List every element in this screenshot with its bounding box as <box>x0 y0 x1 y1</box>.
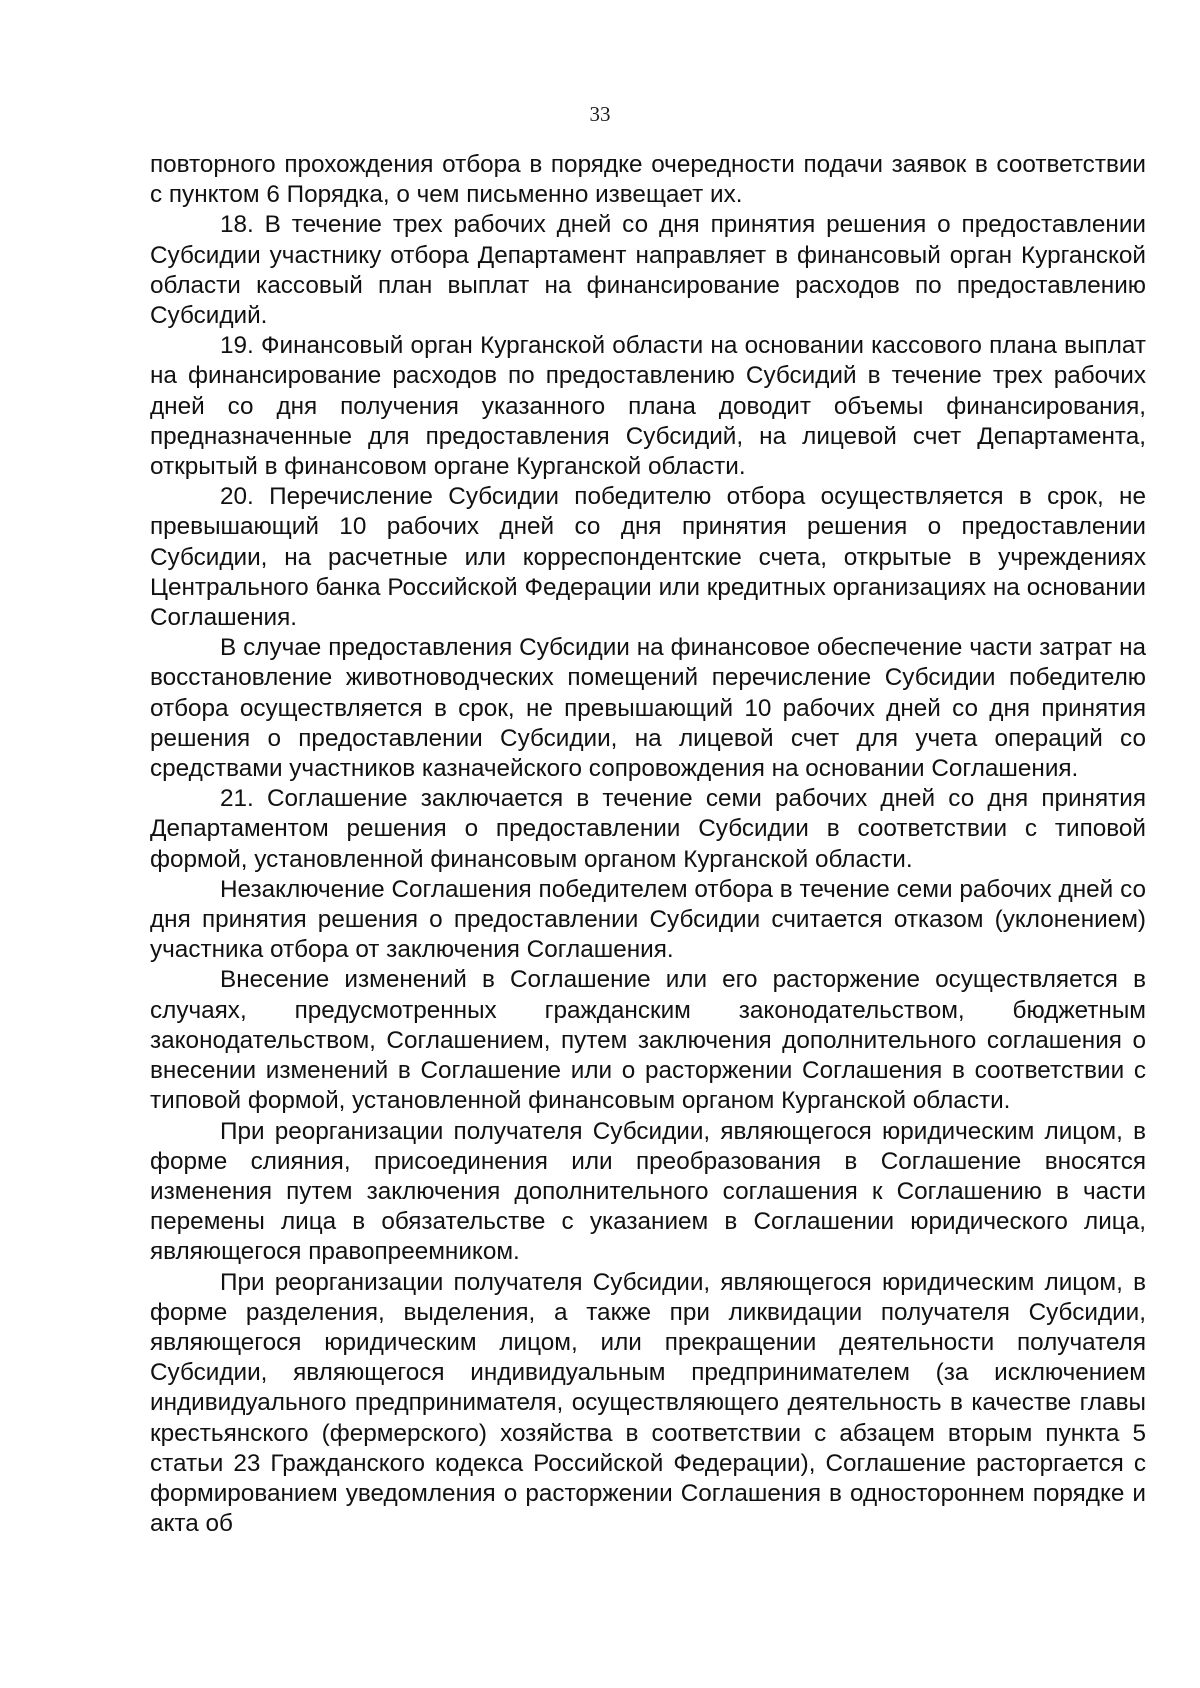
page-number: 33 <box>589 102 611 126</box>
paragraph-reorganization-merger: При реорганизации получателя Субсидии, являющегося юридическим лицом, в форме слияния, присоединения или преобразования в Соглашение вносятся изменения путем заключения дополнительного соглашения к Соглашению в части перемены лица в обязательстве с указанием в Соглашении юридического лица, являющегося правопреемником. <box>150 1117 1146 1266</box>
paragraph-clause-19: 19. Финансовый орган Курганской области на основании кассового плана выплат на финансирование расходов по предоставлению Субсидий в течение трех рабочих дней со дня получения указанного плана доводит объемы финансирования, предназначенные для предоставления Субсидий, на лицевой счет Департамента, открытый в финансовом органе Курганской области. <box>150 332 1146 481</box>
paragraph-reorganization-division: При реорганизации получателя Субсидии, являющегося юридическим лицом, в форме разделения, выделения, а также при ликвидации получателя Субсидии, являющегося юридическим лицом, или прекращении деятельности получателя Субсидии, являющегося индивидуальным предпринимателем (за исключением индивидуального предпринимателя, осуществляющего деятельность в качестве главы крестьянского (фермерского) хозяйства в соответствии с абзацем вторым пункта 5 статьи 23 Гражданского кодекса Российской Федерации), Соглашение расторгается с формированием уведомления о расторжении Соглашения в одностороннем порядке и акта об <box>150 1268 1146 1538</box>
paragraph-clause-20: 20. Перечисление Субсидии победителю отбора осуществляется в срок, не превышающий 10 рабочих дней со дня принятия решения о предоставлении Субсидии, на расчетные или корреспондентские счета, открытые в учреждениях Центрального банка Российской Федерации или кредитных организациях на основании Соглашения. <box>150 483 1146 632</box>
paragraph-non-conclusion: Незаключение Соглашения победителем отбора в течение семи рабочих дней со дня принятия решения о предоставлении Субсидии считается отказом (уклонением) участника отбора от заключения Соглашения. <box>150 875 1146 964</box>
paragraph-clause-21: 21. Соглашение заключается в течение семи рабочих дней со дня принятия Департаментом решения о предоставлении Субсидии в соответствии с типовой формой, установленной финансовым органом Курганской области. <box>150 785 1146 873</box>
paragraph-clause-18: 18. В течение трех рабочих дней со дня принятия решения о предоставлении Субсидии участнику отбора Департамент направляет в финансовый орган Курганской области кассовый план выплат на финансирование расходов по предоставлению Субсидий. <box>150 211 1146 330</box>
paragraph-amendments: Внесение изменений в Соглашение или его расторжение осуществляется в случаях, предусмотренных гражданским законодательством, бюджетным законодательством, Соглашением, путем заключения дополнительного соглашения о внесении изменений в Соглашение или о расторжении Соглашения в соответствии с типовой формой, установленной финансовым органом Курганской области. <box>150 966 1146 1115</box>
document-body <box>150 150 1146 1539</box>
paragraph-continuation: повторного прохождения отбора в порядке очередности подачи заявок в соответствии с пунктом 6 Порядка, о чем письменно извещает их. <box>150 151 1146 209</box>
paragraph-clause-20-livestock: В случае предоставления Субсидии на финансовое обеспечение части затрат на восстановление животноводческих помещений перечисление Субсидии победителю отбора осуществляется в срок, не превышающий 10 рабочих дней со дня принятия решения о предоставлении Субсидии, на лицевой счет для учета операций со средствами участников казначейского сопровождения на основании Соглашения. <box>150 634 1146 783</box>
